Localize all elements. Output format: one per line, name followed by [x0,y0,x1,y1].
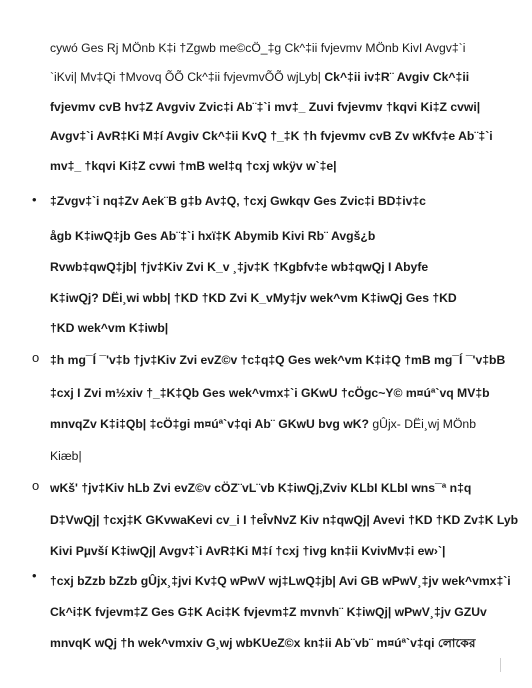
text-run: D‡VwQj| †cxj‡K GKvwaKevi cv_i I †eÎvNvZ Kiv n‡qwQj| Avevi †KD †KD Zv‡K Lyb [50,513,519,527]
text-line [50,416,476,432]
text-run: fvjevmv cvB hv‡Z Avgviv Zvic‡i Ab¨‡`i mv‡_ Zuvi fvjevmv †kqvi Ki‡Z cvwi| [50,100,481,114]
text-run: `iKvi| Mv‡Qi †Mvovq ÕÕ Ck^‡ii fvjevmvÕÕ wjLyb| [50,70,325,84]
text-line [50,193,426,209]
text-line [50,543,445,559]
text-run: Rvwb‡qwQ‡jb| †jv‡Kiv Zvi K_v ¸‡jv‡K †Kgbfv‡e wb‡qwQj I Abyfe [50,260,429,274]
text-run: Kivi Pµvší K‡iwQj| Avgv‡`i AvR‡Ki M‡í †cxj †ivg kn‡ii KvivMv‡i ew›`| [50,544,446,558]
text-run: K‡iwQj? DËi¸wi wbb| †KD †KD Zvi K_vMy‡jv wek^vm K‡iwQj Ges †KD [50,291,457,305]
text-run: mnvqZv K‡i‡Qb| ‡cÖ‡gi m¤úª`v‡qi Ab¨ GKwU bvg wK? [50,417,373,431]
text-line [50,635,476,651]
text-run: Avgv‡`i AvR‡Ki M‡í Avgiv Ck^‡ii KvQ †_‡K †h fvjevmv cvB Zv wKfv‡e Ab¨‡`i [50,129,493,143]
text-run: ‡h mg¯Í ¯'v‡b †jv‡Kiv Zvi evZ©v †c‡q‡Q Ges wek^vm K‡i‡Q †mB mg¯Í ¯'v‡bB [50,353,506,367]
text-line [50,512,518,528]
text-run: †KD wek^vm K‡iwb| [50,321,169,335]
text-line [50,40,465,56]
text-line [50,99,480,115]
text-run: gÛjx- DËi¸wj MÖnb [372,417,476,431]
text-line [50,259,428,275]
text-line [50,385,490,401]
text-line [50,290,457,306]
text-line [50,69,469,85]
bullet-marker-2: o [32,350,40,365]
text-line [50,158,337,174]
text-run: wKš' †jv‡Kiv hLb Zvi evZ©v cÖZ¨vL¨vb K‡iwQj,Zviv KLbI KLbI wns¯ª n‡q [50,481,472,495]
bullet-marker-4: • [32,568,37,583]
text-run: Kiæb| [50,449,82,463]
text-run: লোকের [437,636,476,650]
text-run: cywó Ges Rj MÖnb K‡i †Zgwb me©cÖ_‡g Ck^‡ii fvjevmv MÖnb KivI Avgv‡`i [50,41,466,55]
text-run: mnvqK wQj †h wek^vmxiv G¸wj wbKUeZ©x kn‡ii Ab¨vb¨ m¤úª`v‡qi [50,636,438,650]
text-line [50,228,375,244]
text-line [50,604,487,620]
text-run: Ck^‡ii iv‡R¨ Avgiv Ck^‡ii [324,70,470,84]
text-run: ‡Zvgv‡`i nq‡Zv Aek¨B g‡b Av‡Q, †cxj Gwkqv Ges Zvic‡i BD‡iv‡c [50,194,426,208]
bullet-marker-3: o [32,478,40,493]
text-run: Ck^i‡K fvjevm‡Z Ges G‡K Aci‡K fvjevm‡Z mvnvh¨ K‡iwQj| wPwV¸‡jv GZUv [50,605,487,619]
text-line [50,320,168,336]
text-line [50,480,471,496]
text-line [50,128,493,144]
text-run: mv‡_ †kqvi Ki‡Z cvwi †mB wel‡q †cxj wkÿv w`‡e| [50,159,337,173]
text-run: ‡cxj I Zvi m½xiv †_‡K‡Qb Ges wek^vmx‡`i GKwU †cÖgc~Y© m¤úª`vq MV‡b [50,386,490,400]
text-line [50,573,511,589]
bullet-marker-1: • [32,192,37,207]
text-cursor [500,658,501,672]
text-run: †cxj bZzb bZzb gÛjx¸‡jvi Kv‡Q wPwV wj‡LwQ‡jb| Avi GB wPwV¸‡jv wek^vmx‡`i [50,574,511,588]
text-line [50,448,82,464]
text-run: ågb K‡iwQ‡jb Ges Ab¨‡`i hxï‡K Abymib Kivi Rb¨ Avgš¿b [50,229,376,243]
text-line [50,352,505,368]
